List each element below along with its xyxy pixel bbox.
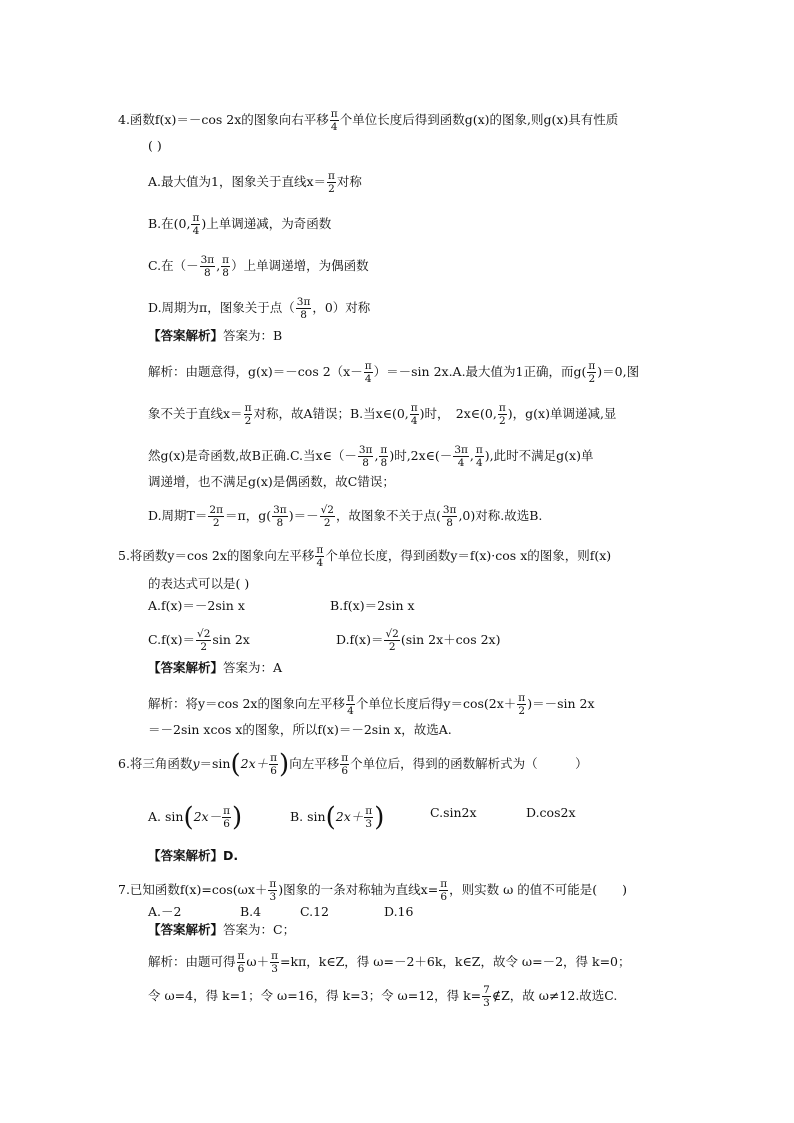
q4-explanation-3: 然g(x)是奇函数,故B正确.C.当x∈（－ $\frac{3\pi}{8}$ , $\frac{\pi}{8}$ )时,2x∈(－ $\frac{3\pi}{4}$ , $\frac{\pi}{4}$ ),此时不满足g(x)单 xyxy=(148,444,594,469)
q6-option-c: C.sin2x xyxy=(430,805,477,820)
q5-option-d: D.f(x)＝ $\frac{√2}{2}$ (sin 2x＋cos 2x) xyxy=(336,628,501,653)
q7-stem: 7.已知函数f(x)=cos(ωx＋ $\frac{\pi}{3}$ )图象的一条对称轴为直线x= $\frac{\pi}{6}$ ，则实数 ω 的值不可能是( ) xyxy=(118,878,628,903)
q4-explanation-2: 象不关于直线x＝ $\frac{\pi}{2}$ 对称，故A错误；B.当x∈(0, $\frac{\pi}{4}$ )时， 2x∈(0, $\frac{\pi}{2}$ )，g(x)单调递减,显 xyxy=(148,402,617,427)
q6-option-b: B. sin(2x＋ $\frac{\pi}{3}$ ) xyxy=(290,802,385,833)
q7-option-a: A.－2 xyxy=(148,904,182,919)
q4-paren: ( ) xyxy=(148,138,162,153)
q4-stem: 4.函数f(x)＝－cos 2x的图象向右平移 $\frac{\pi}{4}$ 个单位长度后得到函数g(x)的图象,则g(x)具有性质 xyxy=(118,108,619,133)
q4-explanation-1: 解析：由题意得，g(x)＝－cos 2（x－ $\frac{\pi}{4}$ ）＝－sin 2x.A.最大值为1正确，而g( $\frac{\pi}{2}$ )＝0,图 xyxy=(148,360,640,385)
q6-option-a: A. sin(2x－ $\frac{\pi}{6}$ ) xyxy=(148,802,243,833)
q7-option-b: B.4 xyxy=(240,904,262,919)
q5-explanation-2: ＝－2sin xcos x的图象，所以f(x)＝－2sin x，故选A. xyxy=(148,722,452,737)
q5-option-c: C.f(x)＝ $\frac{√2}{2}$ sin 2x xyxy=(148,628,250,653)
q5-answer: 【答案解析】答案为：A xyxy=(148,660,283,675)
q4-explanation-4: 调递增，也不满足g(x)是偶函数，故C错误； xyxy=(148,474,395,489)
q5-explanation-1: 解析：将y＝cos 2x的图象向左平移 $\frac{\pi}{4}$ 个单位长度后得y＝cos(2x＋ $\frac{\pi}{2}$ )＝－sin 2x xyxy=(148,692,595,717)
q4-option-d: D.周期为π，图象关于点（ $\frac{3\pi}{8}$ ，0）对称 xyxy=(148,296,371,321)
q5-option-a: A.f(x)＝－2sin x xyxy=(148,598,245,613)
q4-option-a: A.最大值为1，图象关于直线x＝ $\frac{\pi}{2}$ 对称 xyxy=(148,170,362,195)
q4-option-b: B.在(0, $\frac{\pi}{4}$ )上单调递减，为奇函数 xyxy=(148,212,332,237)
q5-stem: 5.将函数y＝cos 2x的图象向左平移 $\frac{\pi}{4}$ 个单位长度，得到函数y＝f(x)·cos x的图象，则f(x) xyxy=(118,544,612,569)
q7-option-c: C.12 xyxy=(300,904,329,919)
q6-answer: 【答案解析】D. xyxy=(148,848,239,863)
q4-option-c: C.在（－ $\frac{3\pi}{8}$ , $\frac{\pi}{8}$ ）上单调递增，为偶函数 xyxy=(148,254,369,279)
q6-option-d: D.cos2x xyxy=(526,805,576,820)
q7-explanation-2: 令 ω=4，得 k=1；令 ω=16，得 k=3；令 ω=12，得 k= $\frac{7}{3}$ ∉Z，故 ω≠12.故选C. xyxy=(148,984,618,1009)
q7-answer: 【答案解析】答案为：C； xyxy=(148,922,296,937)
q6-stem: 6.将三角函数y＝sin(2x＋ $\frac{\pi}{6}$ )向左平移 $\frac{\pi}{6}$ 个单位后，得到的函数解析式为（ ） xyxy=(118,749,588,780)
q7-option-d: D.16 xyxy=(384,904,414,919)
q5-stem-2: 的表达式可以是( ) xyxy=(148,576,250,591)
q7-explanation-1: 解析：由题可得 $\frac{\pi}{6}$ ω＋ $\frac{\pi}{3}$ =kπ，k∈Z，得 ω=－2＋6k，k∈Z，故令 ω=－2，得 k=0； xyxy=(148,950,631,975)
q4-explanation-5: D.周期T＝ $\frac{2\pi}{2}$ ＝π，g( $\frac{3\pi}{8}$ )＝－ $\frac{√2}{2}$ ，故图象不关于点( $\frac{3\pi}{8}$ ,0)对称.故选B. xyxy=(148,504,543,529)
q5-option-b: B.f(x)＝2sin x xyxy=(330,598,415,613)
q4-answer: 【答案解析】答案为：B xyxy=(148,328,283,343)
